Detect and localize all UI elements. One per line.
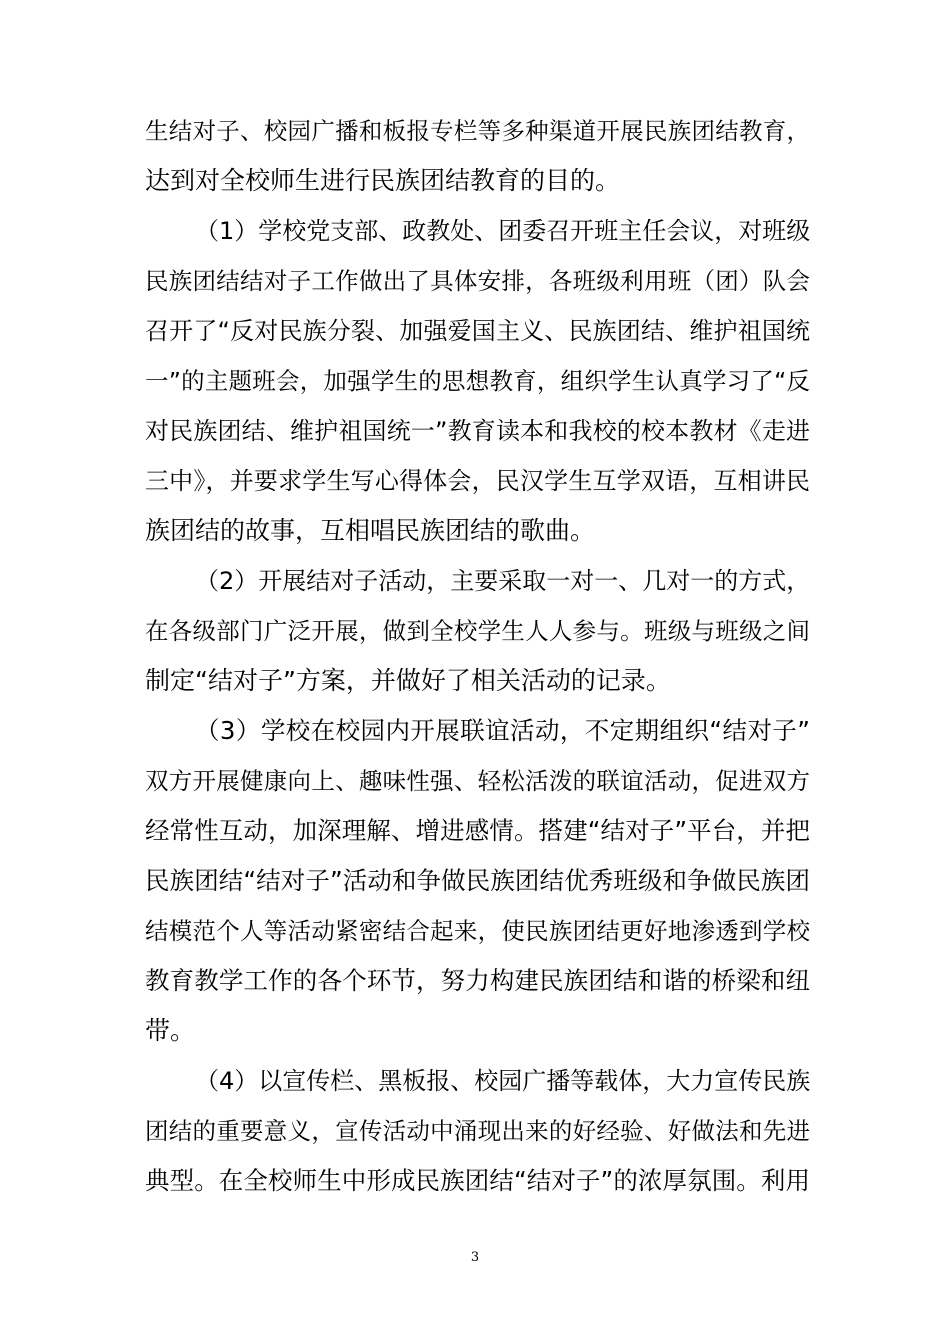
text-line: 召开了“反对民族分裂、加强爱国主义、民族团结、维护祖国统 — [145, 317, 810, 345]
text-line: 结模范个人等活动紧密结合起来，使民族团结更好地渗透到学校 — [145, 917, 810, 945]
text-line: 民族团结“结对子”活动和争做民族团结优秀班级和争做民族团 — [145, 866, 810, 895]
text-line: 团结的重要意义，宣传活动中涌现出来的好经验、好做法和先进 — [145, 1117, 810, 1145]
text-line: 在各级部门广泛开展，做到全校学生人人参与。班级与班级之间 — [145, 617, 810, 645]
text-line: 族团结的故事，互相唱民族团结的歌曲。 — [145, 516, 596, 545]
paragraph-first-line: （2）开展结对子活动，主要采取一对一、几对一的方式， — [195, 567, 811, 595]
text-line: 三中》，并要求学生写心得体会，民汉学生互学双语，互相讲民 — [145, 467, 810, 495]
text-line: 民族团结结对子工作做出了具体安排，各班级利用班（团）队会 — [145, 267, 810, 295]
page-number: 3 — [470, 1250, 480, 1265]
text-line: 达到对全校师生进行民族团结教育的目的。 — [145, 166, 621, 195]
text-line: 双方开展健康向上、趣味性强、轻松活泼的联谊活动，促进双方 — [145, 767, 810, 795]
text-line: 对民族团结、维护祖国统一”教育读本和我校的校本教材《走进 — [145, 417, 810, 445]
text-line: 制定“结对子”方案，并做好了相关活动的记录。 — [145, 666, 671, 695]
paragraph-first-line: （3）学校在校园内开展联谊活动，不定期组织“结对子” — [195, 716, 810, 745]
text-line: 带。 — [145, 1016, 196, 1045]
text-line: 教育教学工作的各个环节，努力构建民族团结和谐的桥梁和纽 — [145, 966, 810, 995]
text-line: 经常性互动，加深理解、增进感情。搭建“结对子”平台，并把 — [145, 816, 810, 845]
text-line: 典型。在全校师生中形成民族团结“结对子”的浓厚氛围。利用 — [145, 1166, 810, 1195]
paragraph-first-line: （1）学校党支部、政教处、团委召开班主任会议，对班级 — [195, 217, 811, 245]
paragraph-first-line: （4）以宣传栏、黑板报、校园广播等载体，大力宣传民族 — [195, 1067, 811, 1095]
text-line: 生结对子、校园广播和板报专栏等多种渠道开展民族团结教育， — [145, 117, 810, 145]
text-line: 一”的主题班会，加强学生的思想教育，组织学生认真学习了“反 — [145, 367, 810, 395]
